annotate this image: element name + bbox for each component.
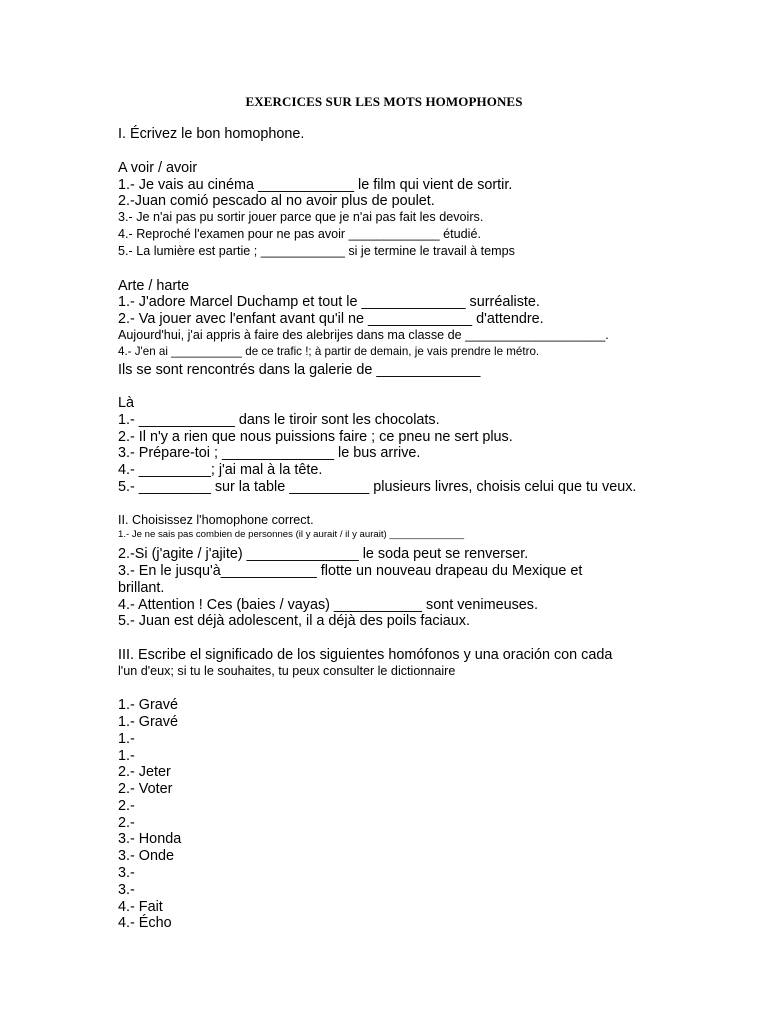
homophone-item: 3.- Honda — [118, 831, 182, 847]
section-3-heading: III. Escribe el significado de los siguientes homófonos y una oración con cada — [118, 647, 613, 663]
la-item-5: 5.- _________ sur la table __________ plusieurs livres, choisis celui que tu veux. — [118, 479, 637, 495]
la-item-4: 4.- _________; j'ai mal à la tête. — [118, 462, 323, 478]
homophone-item: 4.- Fait — [118, 899, 163, 915]
avoir-item-5: 5.- La lumière est partie ; ____________ si je termine le travail à temps — [118, 244, 515, 258]
section-2-item-1: 1.- Je ne sais pas combien de personnes (il y aurait / il y aurait) ______________ — [118, 529, 465, 540]
homophone-item: 3.- — [118, 865, 135, 881]
section-2-item-4: 4.- Attention ! Ces (baies / vayas) ___________ sont venimeuses. — [118, 597, 538, 613]
homophone-item: 1.- Gravé — [118, 714, 178, 730]
section-2-heading: II. Choisissez l'homophone correct. — [118, 513, 314, 527]
homophone-item: 1.- Gravé — [118, 697, 178, 713]
document-title: EXERCICES SUR LES MOTS HOMOPHONES — [245, 94, 523, 109]
arte-item-1: 1.- J'adore Marcel Duchamp et tout le _____________ surréaliste. — [118, 294, 540, 310]
avoir-item-1: 1.- Je vais au cinéma ____________ le film qui vient de sortir. — [118, 177, 513, 193]
arte-item-5: Ils se sont rencontrés dans la galerie de _____________ — [118, 362, 481, 378]
section-2-item-5: 5.- Juan est déjà adolescent, il a déjà des poils faciaux. — [118, 613, 470, 629]
homophone-item: 2.- Voter — [118, 781, 173, 797]
la-item-3: 3.- Prépare-toi ; ______________ le bus arrive. — [118, 445, 421, 461]
arte-item-2: 2.- Va jouer avec l'enfant avant qu'il ne _____________ d'attendre. — [118, 311, 544, 327]
arte-heading: Arte / harte — [118, 278, 190, 294]
avoir-item-2: 2.-Juan comió pescado al no avoir plus de poulet. — [118, 193, 435, 209]
section-2-item-2: 2.-Si (j'agite / j'ajite) ______________ le soda peut se renverser. — [118, 546, 529, 562]
avoir-item-3: 3.- Je n'ai pas pu sortir jouer parce que je n'ai pas fait les devoirs. — [118, 210, 484, 224]
homophone-item: 3.- Onde — [118, 848, 174, 864]
la-item-2: 2.- Il n'y a rien que nous puissions faire ; ce pneu ne sert plus. — [118, 429, 513, 445]
homophone-item: 1.- — [118, 731, 135, 747]
la-heading: Là — [118, 395, 135, 411]
avoir-heading: A voir / avoir — [118, 160, 198, 176]
section-3-heading-continued: l'un d'eux; si tu le souhaites, tu peux consulter le dictionnaire — [118, 664, 456, 678]
section-2-item-3: 3.- En le jusqu'à____________ flotte un nouveau drapeau du Mexique et — [118, 563, 583, 579]
section-2-item-3-continued: brillant. — [118, 580, 165, 596]
homophone-item: 2.- — [118, 798, 135, 814]
avoir-item-4: 4.- Reproché l'examen pour ne pas avoir _____________ étudié. — [118, 227, 481, 241]
section-1-heading: I. Écrivez le bon homophone. — [118, 126, 305, 142]
homophone-item: 4.- Écho — [118, 915, 172, 931]
homophone-item: 2.- — [118, 815, 135, 831]
arte-item-4: 4.- J'en ai ___________ de ce trafic !; à partir de demain, je vais prendre le métro. — [118, 345, 540, 358]
homophone-item: 1.- — [118, 748, 135, 764]
homophone-item: 3.- — [118, 882, 135, 898]
homophone-item: 2.- Jeter — [118, 764, 171, 780]
arte-item-3: Aujourd'hui, j'ai appris à faire des alebrijes dans ma classe de ____________________. — [118, 328, 609, 342]
la-item-1: 1.- ____________ dans le tiroir sont les chocolats. — [118, 412, 440, 428]
